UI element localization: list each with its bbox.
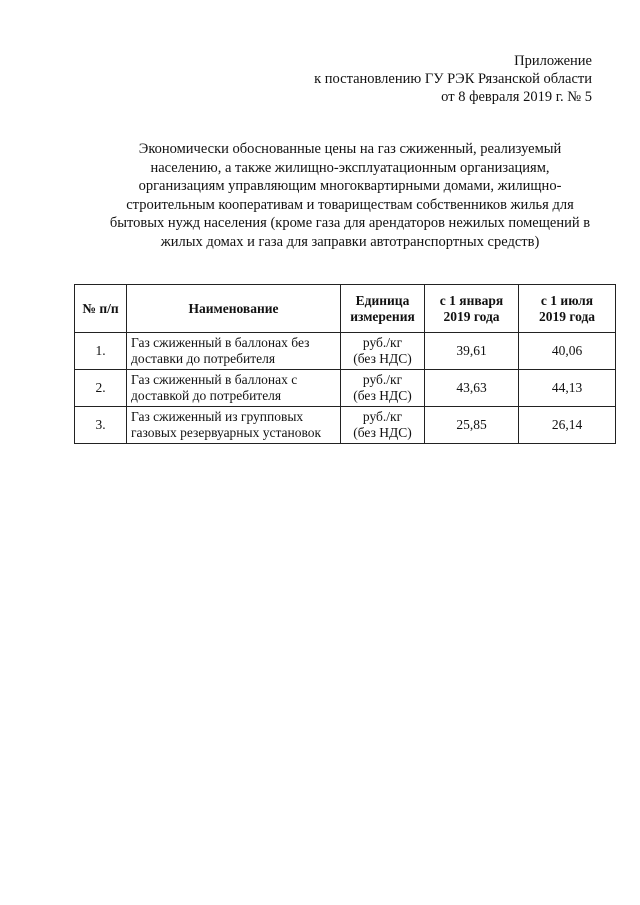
row-name-line: Газ сжиженный в баллонах с (131, 372, 298, 387)
row-num: 2. (75, 370, 127, 407)
appendix-line: Приложение (514, 53, 592, 69)
row-name-line: доставкой до потребителя (131, 388, 282, 403)
row-name-line: доставки до потребителя (131, 351, 276, 366)
row-name (127, 407, 341, 444)
row-price-jul: 40,06 (519, 333, 616, 370)
row-unit-line: руб./кг (362, 409, 403, 424)
row-name-line: Газ сжиженный в баллонах без (131, 335, 310, 350)
row-num: 3. (75, 407, 127, 444)
title-line: организациям управляющим многоквартирными домами, жилищно- (138, 178, 562, 194)
document-title (100, 140, 600, 251)
table-header-row (75, 285, 616, 333)
price-table (74, 284, 616, 444)
table-row (75, 333, 616, 370)
header-jul (519, 285, 616, 333)
row-unit-line: (без НДС) (353, 425, 412, 440)
header-unit (341, 285, 425, 333)
header-jan (425, 285, 519, 333)
row-name (127, 370, 341, 407)
row-unit-line: (без НДС) (353, 388, 412, 403)
row-name-line: Газ сжиженный из групповых (131, 409, 304, 424)
row-name-line: газовых резервуарных установок (131, 425, 322, 440)
table-row (75, 370, 616, 407)
row-num: 1. (75, 333, 127, 370)
appendix-header (314, 52, 592, 106)
header-jul-line: 2019 года (538, 308, 596, 324)
header-unit-line: Единица (355, 292, 410, 308)
row-price-jul: 26,14 (519, 407, 616, 444)
row-unit (341, 407, 425, 444)
appendix-line: к постановлению ГУ РЭК Рязанской области (314, 71, 592, 87)
header-name: Наименование (127, 285, 341, 333)
row-unit-line: (без НДС) (353, 351, 412, 366)
row-name (127, 333, 341, 370)
title-line: населению, а также жилищно-эксплуатационным организациям, (150, 159, 550, 176)
appendix-line: от 8 февраля 2019 г. № 5 (441, 89, 592, 105)
title-line: бытовых нужд населения (кроме газа для арендаторов нежилых помещений в (109, 215, 591, 231)
row-unit-line: руб./кг (362, 335, 403, 350)
table-row (75, 407, 616, 444)
header-unit-line: измерения (350, 308, 415, 324)
row-unit (341, 370, 425, 407)
header-jan-line: с 1 января (439, 292, 504, 308)
title-line: строительным кооперативам и товариществам собственников жилья для (126, 196, 574, 213)
row-price-jan: 25,85 (425, 407, 519, 444)
row-price-jan: 43,63 (425, 370, 519, 407)
row-price-jan: 39,61 (425, 333, 519, 370)
header-jul-line: с 1 июля (540, 292, 594, 308)
title-line: жилых домах и газа для заправки автотранспортных средств) (160, 233, 540, 250)
header-jan-line: 2019 года (443, 308, 500, 324)
header-num: № п/п (75, 285, 127, 333)
row-unit (341, 333, 425, 370)
title-line: Экономически обоснованные цены на газ сжиженный, реализуемый (138, 141, 562, 157)
row-price-jul: 44,13 (519, 370, 616, 407)
row-unit-line: руб./кг (362, 372, 403, 387)
